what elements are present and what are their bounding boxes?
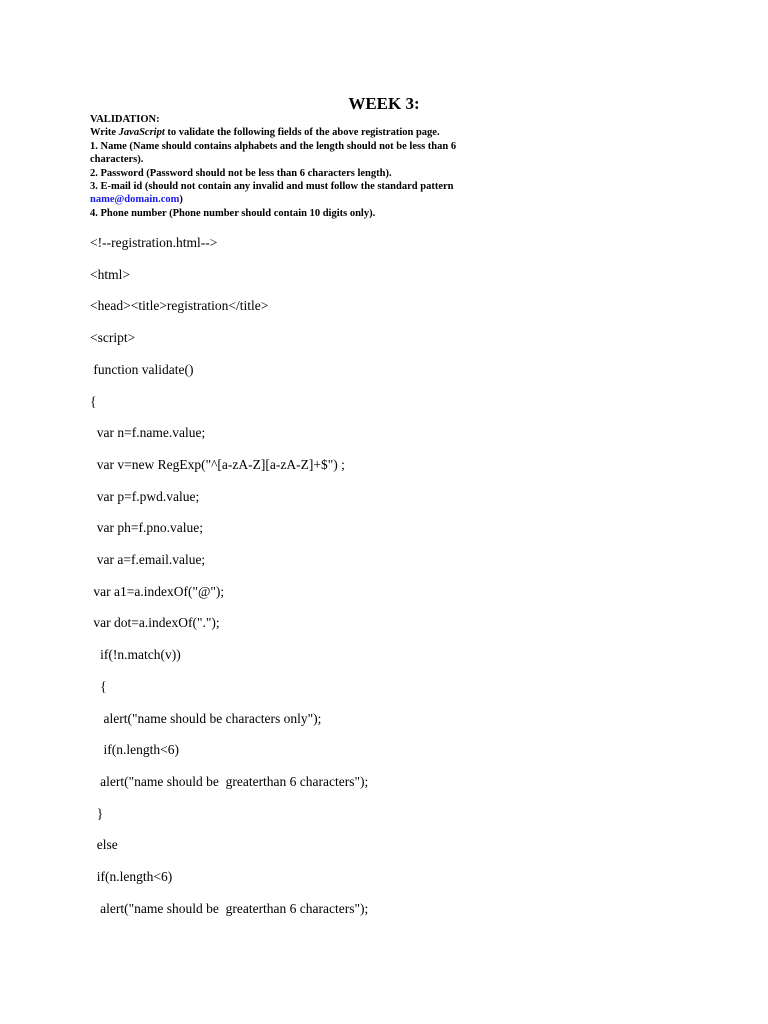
page-title: WEEK 3: — [348, 94, 420, 113]
task-suffix: to validate the following fields of the above registration page. — [164, 127, 440, 139]
requirement-password: 2. Password (Password should not be less than 6 characters length). — [90, 167, 392, 179]
code-line: if(n.length<6) — [90, 742, 179, 758]
code-line: <html> — [90, 266, 130, 282]
code-line: alert("name should be greaterthan 6 characters"); — [90, 900, 369, 916]
code-line: var v=new RegExp("^[a-zA-Z][a-zA-Z]+$") ; — [90, 456, 345, 472]
code-line: <head><title>registration</title> — [90, 298, 269, 314]
code-line: <script> — [90, 330, 136, 346]
validation-heading: VALIDATION: — [90, 114, 160, 125]
code-line: var ph=f.pno.value; — [90, 520, 203, 536]
requirement-name: 1. Name (Name should contains alphabets and the length should not be less than 6 — [90, 140, 457, 152]
code-line: { — [90, 678, 107, 694]
code-line: { — [90, 393, 97, 409]
assignment-description — [90, 113, 510, 220]
requirement-email: 3. E-mail id (should not contain any invalid and must follow the standard pattern — [90, 181, 454, 193]
code-line: if(!n.match(v)) — [90, 647, 181, 663]
task-emphasis: JavaScript — [118, 127, 165, 139]
code-line: var a=f.email.value; — [90, 552, 206, 567]
code-line: <!--registration.html--> — [90, 235, 218, 250]
email-pattern-link[interactable]: name@domain.com — [90, 194, 180, 206]
code-line: if(n.length<6) — [90, 869, 173, 884]
code-line: function validate() — [90, 361, 194, 377]
email-pattern-close: ) — [179, 194, 183, 206]
code-line: var p=f.pwd.value; — [90, 488, 200, 504]
task-statement — [90, 126, 510, 139]
code-line: alert("name should be characters only"); — [90, 710, 322, 726]
code-line: var a1=a.indexOf("@"); — [90, 583, 225, 599]
code-line: alert("name should be greaterthan 6 characters"); — [90, 773, 369, 789]
requirement-email-continued — [90, 193, 510, 206]
requirement-name-continued: characters). — [90, 154, 144, 166]
code-line: var n=f.name.value; — [90, 425, 206, 441]
requirement-phone: 4. Phone number (Phone number should contain 10 digits only). — [90, 207, 376, 219]
task-prefix: Write — [90, 127, 119, 139]
code-line: else — [90, 837, 118, 853]
code-line: } — [90, 805, 104, 821]
code-line: var dot=a.indexOf("."); — [90, 615, 220, 631]
